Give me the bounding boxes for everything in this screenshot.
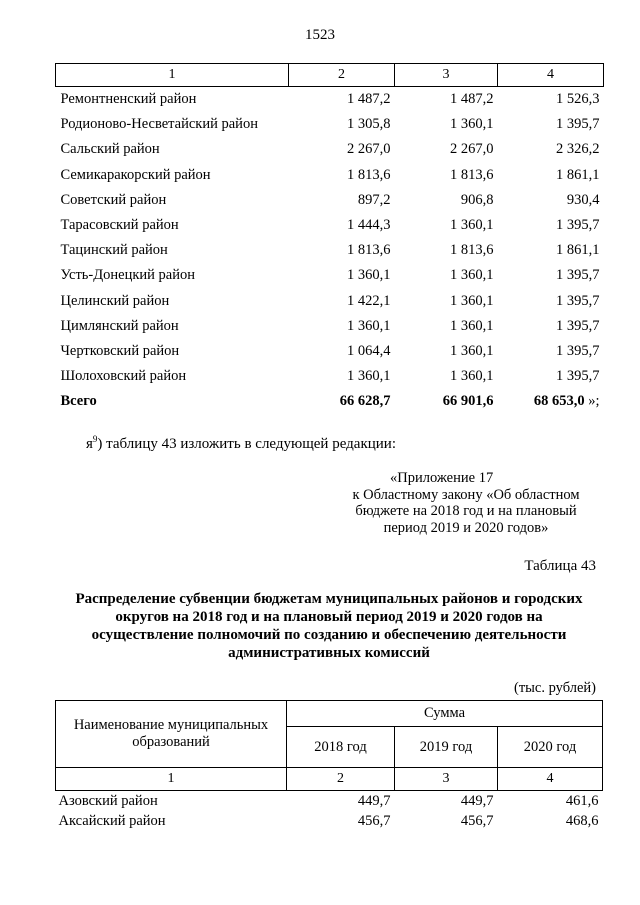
page-number: 1523 <box>305 27 335 43</box>
table-number: Таблица 43 <box>524 558 596 574</box>
value-2019-text: 1 360,1 <box>450 317 494 334</box>
municipality-name <box>56 137 289 162</box>
value-2018 <box>289 112 395 137</box>
municipality-name <box>56 389 289 414</box>
municipality-name <box>56 314 289 339</box>
municipality-name-text: Ремонтненский район <box>60 91 197 108</box>
value-2020-text: 1 395,7 <box>556 342 600 359</box>
value-2018 <box>289 263 395 288</box>
municipality-name <box>56 163 289 188</box>
table-row <box>56 112 604 137</box>
table-row <box>56 339 604 364</box>
value-2018-text: 1 444,3 <box>347 217 391 234</box>
value-2018-text: 1 360,1 <box>347 317 391 334</box>
header-municipality <box>56 701 287 768</box>
municipality-name-text: Чертковский район <box>60 342 180 359</box>
value-2018-text: 1 360,1 <box>347 368 391 385</box>
value-2018 <box>289 188 395 213</box>
header-name-line: образований <box>132 734 210 750</box>
municipality-name-text: Сальский район <box>60 141 160 158</box>
header-year: 2019 год <box>395 727 498 768</box>
instruction-text: ) таблицу 43 изложить в следующей редакции: <box>97 436 396 452</box>
value-2019-text: 1 360,1 <box>450 342 494 359</box>
subsidy-table-43 <box>55 700 603 831</box>
column-index: 2 <box>287 768 395 791</box>
value-2019 <box>395 791 498 812</box>
header-sum: Сумма <box>287 701 603 727</box>
value-2020-text: 1 861,1 <box>556 166 600 183</box>
value-2018-text: 449,7 <box>357 792 391 809</box>
column-index: 4 <box>498 64 604 87</box>
municipality-name-text: Тацинский район <box>60 242 168 259</box>
table-row <box>56 238 604 263</box>
municipality-name-text: Советский район <box>60 191 167 208</box>
value-2018 <box>289 389 395 414</box>
column-index: 1 <box>56 64 289 87</box>
table-row <box>56 314 604 339</box>
value-2019 <box>395 811 498 831</box>
value-2019 <box>395 137 498 162</box>
value-2019 <box>395 364 498 389</box>
value-2018-text: 1 813,6 <box>347 166 391 183</box>
municipality-name <box>56 213 289 238</box>
table-row <box>56 87 604 113</box>
value-2020 <box>498 289 604 314</box>
table-row <box>56 213 604 238</box>
municipality-name <box>56 238 289 263</box>
municipality-name <box>56 811 287 831</box>
value-2019 <box>395 339 498 364</box>
municipality-name-text: Целинский район <box>60 292 170 309</box>
value-2020-text: 468,6 <box>565 812 599 829</box>
column-index: 2 <box>289 64 395 87</box>
value-2020-text: 1 395,7 <box>556 217 600 234</box>
municipality-name <box>56 188 289 213</box>
value-2020-text: 1 395,7 <box>556 116 600 133</box>
municipality-name-text: Всего <box>60 393 97 410</box>
header-name-line: Наименование муниципальных <box>73 717 269 733</box>
column-index: 3 <box>395 768 498 791</box>
title-line: осуществление полномочий по созданию и обеспечению деятельности <box>91 627 567 643</box>
value-2020-text: 1 861,1 <box>556 242 600 259</box>
column-index: 3 <box>395 64 498 87</box>
municipality-name <box>56 87 289 113</box>
value-2019-text: 906,8 <box>460 191 494 208</box>
value-2019-text: 1 360,1 <box>450 116 494 133</box>
value-2020 <box>498 213 604 238</box>
value-2019-text: 1 360,1 <box>450 368 494 385</box>
value-2019 <box>395 263 498 288</box>
value-2019 <box>395 163 498 188</box>
value-2019-text: 456,7 <box>460 812 494 829</box>
value-2020-text: 1 395,7 <box>556 267 600 284</box>
value-2020 <box>498 314 604 339</box>
value-2018 <box>287 791 395 812</box>
column-index-row <box>56 768 603 791</box>
value-2020 <box>498 811 603 831</box>
appendix-line: «Приложение 17 <box>390 470 494 486</box>
value-2020 <box>498 238 604 263</box>
municipality-name <box>56 364 289 389</box>
value-2019 <box>395 389 498 414</box>
value-2020 <box>498 112 604 137</box>
value-2018-text: 66 628,7 <box>339 393 391 410</box>
value-2019 <box>395 238 498 263</box>
total-row <box>56 389 604 414</box>
value-2019 <box>395 314 498 339</box>
appendix-reference <box>330 470 602 536</box>
value-2020 <box>498 339 604 364</box>
title-line: Распределение субвенции бюджетам муниципальных районов и городских <box>75 591 583 607</box>
municipality-name-text: Родионово-Несветайский район <box>60 116 258 133</box>
instruction-prefix: я <box>86 436 93 452</box>
table-row <box>56 163 604 188</box>
value-2020 <box>498 163 604 188</box>
value-2019-text: 1 360,1 <box>450 217 494 234</box>
value-2020 <box>498 87 604 113</box>
municipality-name <box>56 289 289 314</box>
header-year: 2018 год <box>287 727 395 768</box>
municipality-name-text: Аксайский район <box>58 812 166 829</box>
value-2018-text: 1 064,4 <box>347 342 391 359</box>
value-2018-text: 1 422,1 <box>347 292 391 309</box>
value-2020-text: 461,6 <box>565 792 599 809</box>
value-2018 <box>289 213 395 238</box>
table-row <box>56 791 603 812</box>
table-row <box>56 289 604 314</box>
value-2018-text: 1 305,8 <box>347 116 391 133</box>
value-2019 <box>395 112 498 137</box>
value-2018 <box>289 314 395 339</box>
value-2020-text: 1 395,7 <box>556 292 600 309</box>
value-2020 <box>498 791 603 812</box>
value-2020-text: 2 326,2 <box>556 141 600 158</box>
value-2018-text: 1 360,1 <box>347 267 391 284</box>
value-2018-text: 1 813,6 <box>347 242 391 259</box>
table-row <box>56 364 604 389</box>
amendment-instruction <box>86 434 396 453</box>
title-line: административных комиссий <box>228 645 430 661</box>
value-2018 <box>289 163 395 188</box>
value-2018 <box>289 289 395 314</box>
value-2018 <box>289 238 395 263</box>
instruction-sup: 9 <box>92 434 98 444</box>
appendix-line: к Областному закону «Об областном <box>352 486 580 503</box>
column-index: 1 <box>56 768 287 791</box>
value-2019-text: 1 360,1 <box>450 267 494 284</box>
value-2020-text: 930,4 <box>566 191 600 208</box>
value-2020-text: 68 653,0 <box>533 393 585 410</box>
value-2020 <box>498 188 604 213</box>
value-2019-text: 1 487,2 <box>450 91 494 108</box>
value-2020 <box>498 137 604 162</box>
municipality-name-text: Шолоховский район <box>60 368 187 385</box>
value-2018 <box>287 811 395 831</box>
municipality-name <box>56 263 289 288</box>
value-2018 <box>289 339 395 364</box>
appendix-line: период 2019 и 2020 годов» <box>383 519 549 536</box>
value-2018 <box>289 87 395 113</box>
table-row <box>56 263 604 288</box>
table-row <box>56 137 604 162</box>
table-row <box>56 811 603 831</box>
subsidy-table-continued <box>55 63 604 414</box>
municipality-name-text: Семикаракорский район <box>60 166 211 183</box>
municipality-name-text: Тарасовский район <box>60 217 179 234</box>
value-2020-text: 1 395,7 <box>556 317 600 334</box>
units-label: (тыс. рублей) <box>514 680 596 696</box>
value-2020 <box>498 364 604 389</box>
column-index-row <box>56 64 604 87</box>
municipality-name-text: Усть-Донецкий район <box>60 267 195 284</box>
municipality-name <box>56 791 287 812</box>
value-2018-text: 1 487,2 <box>347 91 391 108</box>
appendix-line: бюджете на 2018 год и на плановый <box>355 503 577 519</box>
value-2019-text: 1 360,1 <box>450 292 494 309</box>
value-2019 <box>395 213 498 238</box>
value-2018-text: 897,2 <box>357 191 391 208</box>
value-2019 <box>395 87 498 113</box>
value-2018 <box>289 137 395 162</box>
table-title <box>55 590 603 662</box>
value-2019-text: 66 901,6 <box>442 393 494 410</box>
value-2019-text: 449,7 <box>460 792 494 809</box>
value-2020 <box>498 263 604 288</box>
value-2018-text: 2 267,0 <box>347 141 391 158</box>
column-index: 4 <box>498 768 603 791</box>
value-2020-text: 1 395,7 <box>556 368 600 385</box>
total-closing-quote: »; <box>584 393 600 410</box>
municipality-name <box>56 339 289 364</box>
value-2019-text: 1 813,6 <box>450 242 494 259</box>
value-2018 <box>289 364 395 389</box>
value-2020-text: 1 526,3 <box>556 91 600 108</box>
municipality-name-text: Цимлянский район <box>60 317 179 334</box>
title-line: округов на 2018 год и на плановый период 2019 и 2020 годов на <box>115 609 543 625</box>
header-year: 2020 год <box>498 727 603 768</box>
municipality-name <box>56 112 289 137</box>
value-2019 <box>395 289 498 314</box>
value-2019 <box>395 188 498 213</box>
municipality-name-text: Азовский район <box>58 792 158 809</box>
value-2018-text: 456,7 <box>357 812 391 829</box>
value-2020 <box>498 389 604 414</box>
value-2019-text: 2 267,0 <box>450 141 494 158</box>
table-row <box>56 188 604 213</box>
value-2019-text: 1 813,6 <box>450 166 494 183</box>
